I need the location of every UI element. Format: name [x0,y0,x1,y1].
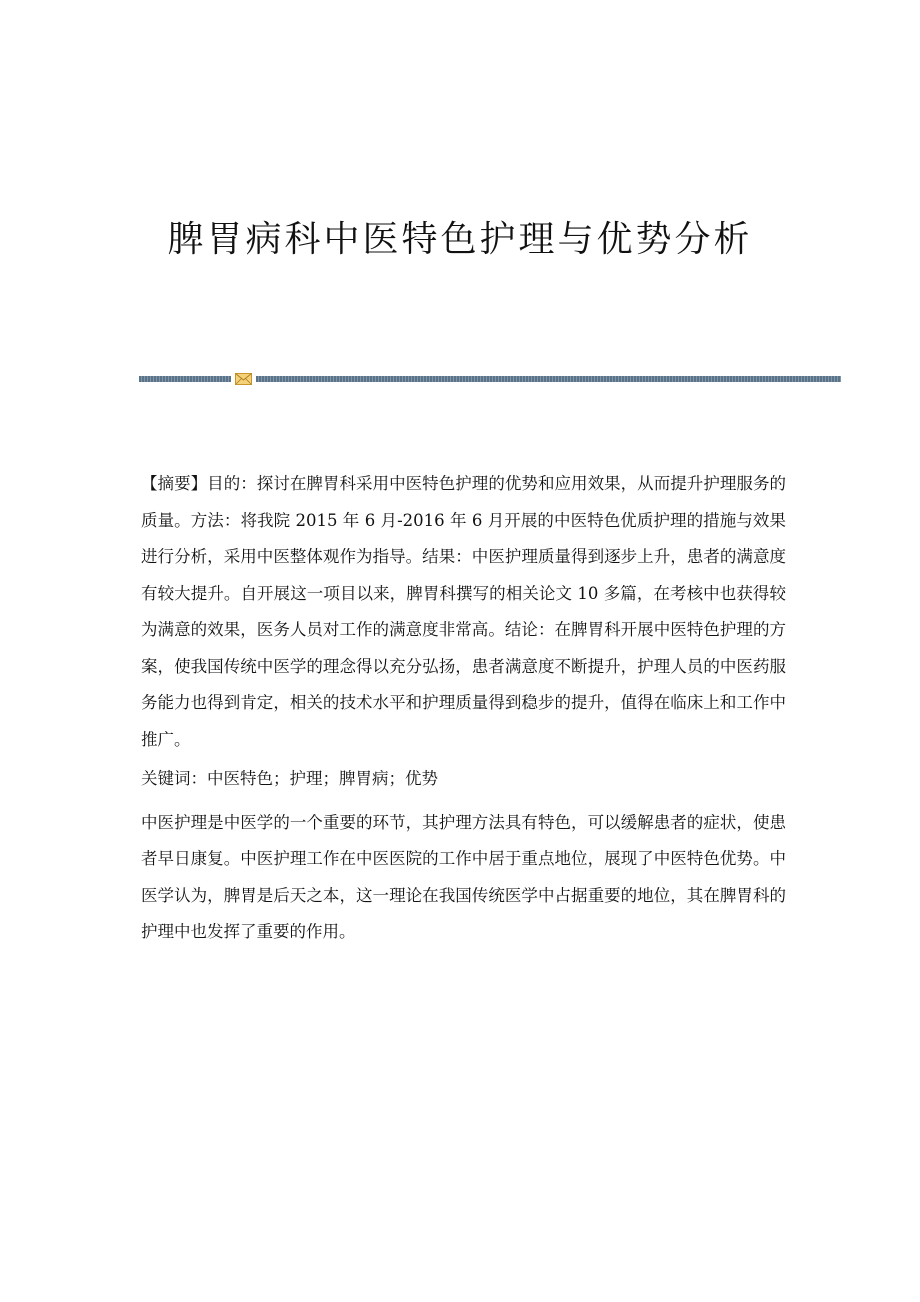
divider-bar-left [139,376,231,382]
envelope-ornament-icon [235,373,252,385]
abstract-paragraph: 【摘要】目的：探讨在脾胃科采用中医特色护理的优势和应用效果，从而提升护理服务的质量。方法：将我院 2015 年 6 月-2016 年 6 月开展的中医特色优质护理的措施与效果进行分析，采用中医整体观作为指导。结果：中医护理质量得到逐步上升，患者的满意度有较大提升。自开展这一项目以来，脾胃科撰写的相关论文 10 多篇，在考核中也获得较为满意的效果，医务人员对工作的满意度非常高。结论：在脾胃科开展中医特色护理的方案，使我国传统中医学的理念得以充分弘扬，患者满意度不断提升，护理人员的中医药服务能力也得到肯定，相关的技术水平和护理质量得到稳步的提升，值得在临床上和工作中推广。 [141,474,786,749]
document-title: 脾胃病科中医特色护理与优势分析 [167,219,753,260]
document-body [141,466,786,951]
keywords-line: 关键词：中医特色；护理；脾胃病；优势 [141,769,438,788]
title-divider [139,373,841,385]
body-paragraph: 中医护理是中医学的一个重要的环节，其护理方法具有特色，可以缓解患者的症状，使患者早日康复。中医护理工作在中医医院的工作中居于重点地位，展现了中医特色优势。中医学认为，脾胃是后天之本，这一理论在我国传统医学中占据重要的地位，其在脾胃科的护理中也发挥了重要的作用。 [141,812,786,941]
divider-bar-right [256,376,841,382]
